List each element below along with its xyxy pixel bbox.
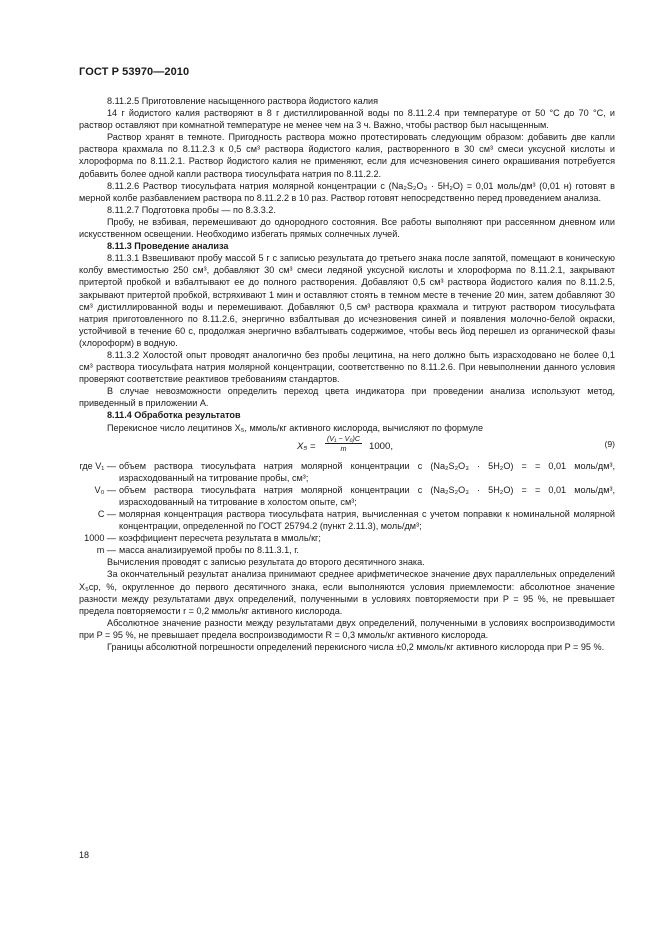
formula-number: (9) <box>604 438 615 449</box>
paragraph: Перекисное число лецитинов X₅, ммоль/кг активного кислорода, вычисляют по формуле <box>107 422 484 433</box>
formula-numerator: (V₁ − V₀)C <box>327 433 361 443</box>
formula-denominator: m <box>340 443 347 453</box>
definitions-list <box>79 460 615 557</box>
definition-item <box>79 460 615 484</box>
paragraph: 14 г йодистого калия растворяют в 8 г дистиллированной воды по 8.11.2.4 при температуре от 50 °С до 70 °С, и раствор оставляют при комнатной температуре не менее чем на 3 ч. Важно, чтобы раствор был насыщенным. <box>79 108 615 131</box>
definition-text: масса анализируемой пробы по 8.11.3.1, г. <box>119 545 299 556</box>
definition-term: V₀ — <box>94 484 116 495</box>
definition-term: где V₁ — <box>79 460 116 471</box>
formula-lhs: X₅ = <box>297 440 316 452</box>
paragraph: Абсолютное значение разности между результатами двух определений, полученными в условиях воспроизводимости при P = 95 %, не превышает предела воспроизводимости R = 0,3 ммоль/кг активного кислорода. <box>79 617 615 640</box>
paragraph: В случае невозможности определить переход цвета индикатора при проведении анализа используют метод, приведенный в приложении А. <box>79 386 615 409</box>
definition-item <box>79 508 615 532</box>
paragraph: Вычисления проводят с записью результата до второго десятичного знака. <box>107 557 425 568</box>
formula-fraction <box>325 435 362 453</box>
paragraph: 8.11.2.6 Раствор тиосульфата натрия молярной концентрации c (Na₂S₂O₃ · 5H₂O) = 0,01 моль/дм³ (0,01 н) готовят в мерной колбе разбавлением раствора по 8.11.2.2 в 10 раз. Раствор готовят непосредственно перед проведением анализа. <box>79 180 615 203</box>
definition-text: молярная концентрация раствора тиосульфата натрия, вычисленная с учетом поправки к номинальной молярной концентрации, определенной по ГОСТ 25794.2 (пункт 2.11.3), моль/дм³; <box>119 509 615 532</box>
definition-term: 1000 — <box>84 533 116 544</box>
document-header: ГОСТ Р 53970—2010 <box>79 66 190 78</box>
paragraph: За окончательный результат анализа принимают среднее арифметическое значение двух параллельных определений X₅ср, %, округленное до первого десятичного знака, если выполняются условия приемлемости: абсолютное значение разности между результатами двух определений, полученными в условиях повторяемости при P = 95 %, не превышает предела повторяемости r = 0,2 ммоль/кг активного кислорода. <box>79 569 615 616</box>
definition-item <box>79 484 615 508</box>
formula-rhs: 1000, <box>369 440 394 452</box>
document-body <box>79 94 615 653</box>
paragraph: Пробу, не взбивая, перемешивают до однородного состояния. Все работы выполняют при рассеянном дневном или искусственном освещении. Необходимо избегать прямых солнечных лучей. <box>79 216 615 240</box>
paragraph: Раствор хранят в темноте. Пригодность раствора можно протестировать следующим образом: добавить две капли раствора крахмала по 8.11.2.3 к 0,5 см³ раствора йодистого калия, растворенного в 30 см³ смеси уксусной кислоты и хлороформа по 8.11.2.1. Раствор йодистого калия не применяют, если для исчезновения синего окрашивания потребуется добавить более одной капли раствора тиосульфата натрия по 8.11.2.2. <box>79 132 615 179</box>
paragraph: 8.11.3.2 Холостой опыт проводят аналогично без пробы лецитина, на него должно быть израсходовано не более 0,1 см³ раствора тиосульфата натрия молярной концентрации, соответственно по 8.11.2.6. При невыполнении данного условия проверяют соответствие реактивов требованиям стандартов. <box>79 349 615 385</box>
definition-text: объем раствора тиосульфата натрия молярной концентрации c (Na₂S₂O₃ · 5H₂O) = = 0,01 моль/дм³, израсходованный на титрование в холостом опыте, см³; <box>119 484 615 507</box>
section-heading: 8.11.3 Проведение анализа <box>107 241 229 252</box>
page-number: 18 <box>79 850 90 860</box>
definition-term: C — <box>97 509 116 519</box>
definition-item <box>79 544 615 556</box>
definition-item <box>79 532 615 544</box>
paragraph: 8.11.2.5 Приготовление насыщенного раствора йодистого калия <box>107 96 379 106</box>
definition-term: m — <box>96 545 116 556</box>
formula <box>79 434 615 460</box>
definition-text: коэффициент пересчета результата в ммоль/кг; <box>119 533 321 544</box>
definition-text: объем раствора тиосульфата натрия молярной концентрации c (Na₂S₂O₃ · 5H₂O) = = 0,01 моль/дм³, израсходованный на титрование пробы, см³; <box>119 460 615 483</box>
paragraph: Границы абсолютной погрешности определений перекисного числа ±0,2 ммоль/кг активного кислорода при P = 95 %. <box>107 642 605 653</box>
paragraph: 8.11.3.1 Взвешивают пробу массой 5 г с записью результата до третьего знака после запятой, помещают в коническую колбу вместимостью 250 см³, добавляют 30 см³ смеси ледяной уксусной кислоты и хлороформа по 8.11.2.1, закрывают притертой пробкой и взбалтывают ее до полного растворения. Добавляют 0,5 см³ раствора йодистого калия по 8.11.2.5, закрывают притертой пробкой, встряхивают 1 мин и оставляют стоять в темном месте в течение 20 мин, затем добавляют 30 см³ дистиллированной воды и перемешивают. Добавляют 0,5 см³ раствора крахмала и титруют раствором тиосульфата натрия приготовленного по 8.11.2.6, энергично взбалтывая до исчезновения синей и появления молочно-белой окраски, устойчивой в течение 60 с, продолжая энергично взбалтывать содержимое, чтобы весь йод перешел из органической фазы (хлороформ) в водную. <box>79 253 615 348</box>
paragraph: 8.11.2.7 Подготовка пробы — по 8.3.3.2. <box>107 204 276 215</box>
section-heading: 8.11.4 Обработка результатов <box>107 410 241 421</box>
